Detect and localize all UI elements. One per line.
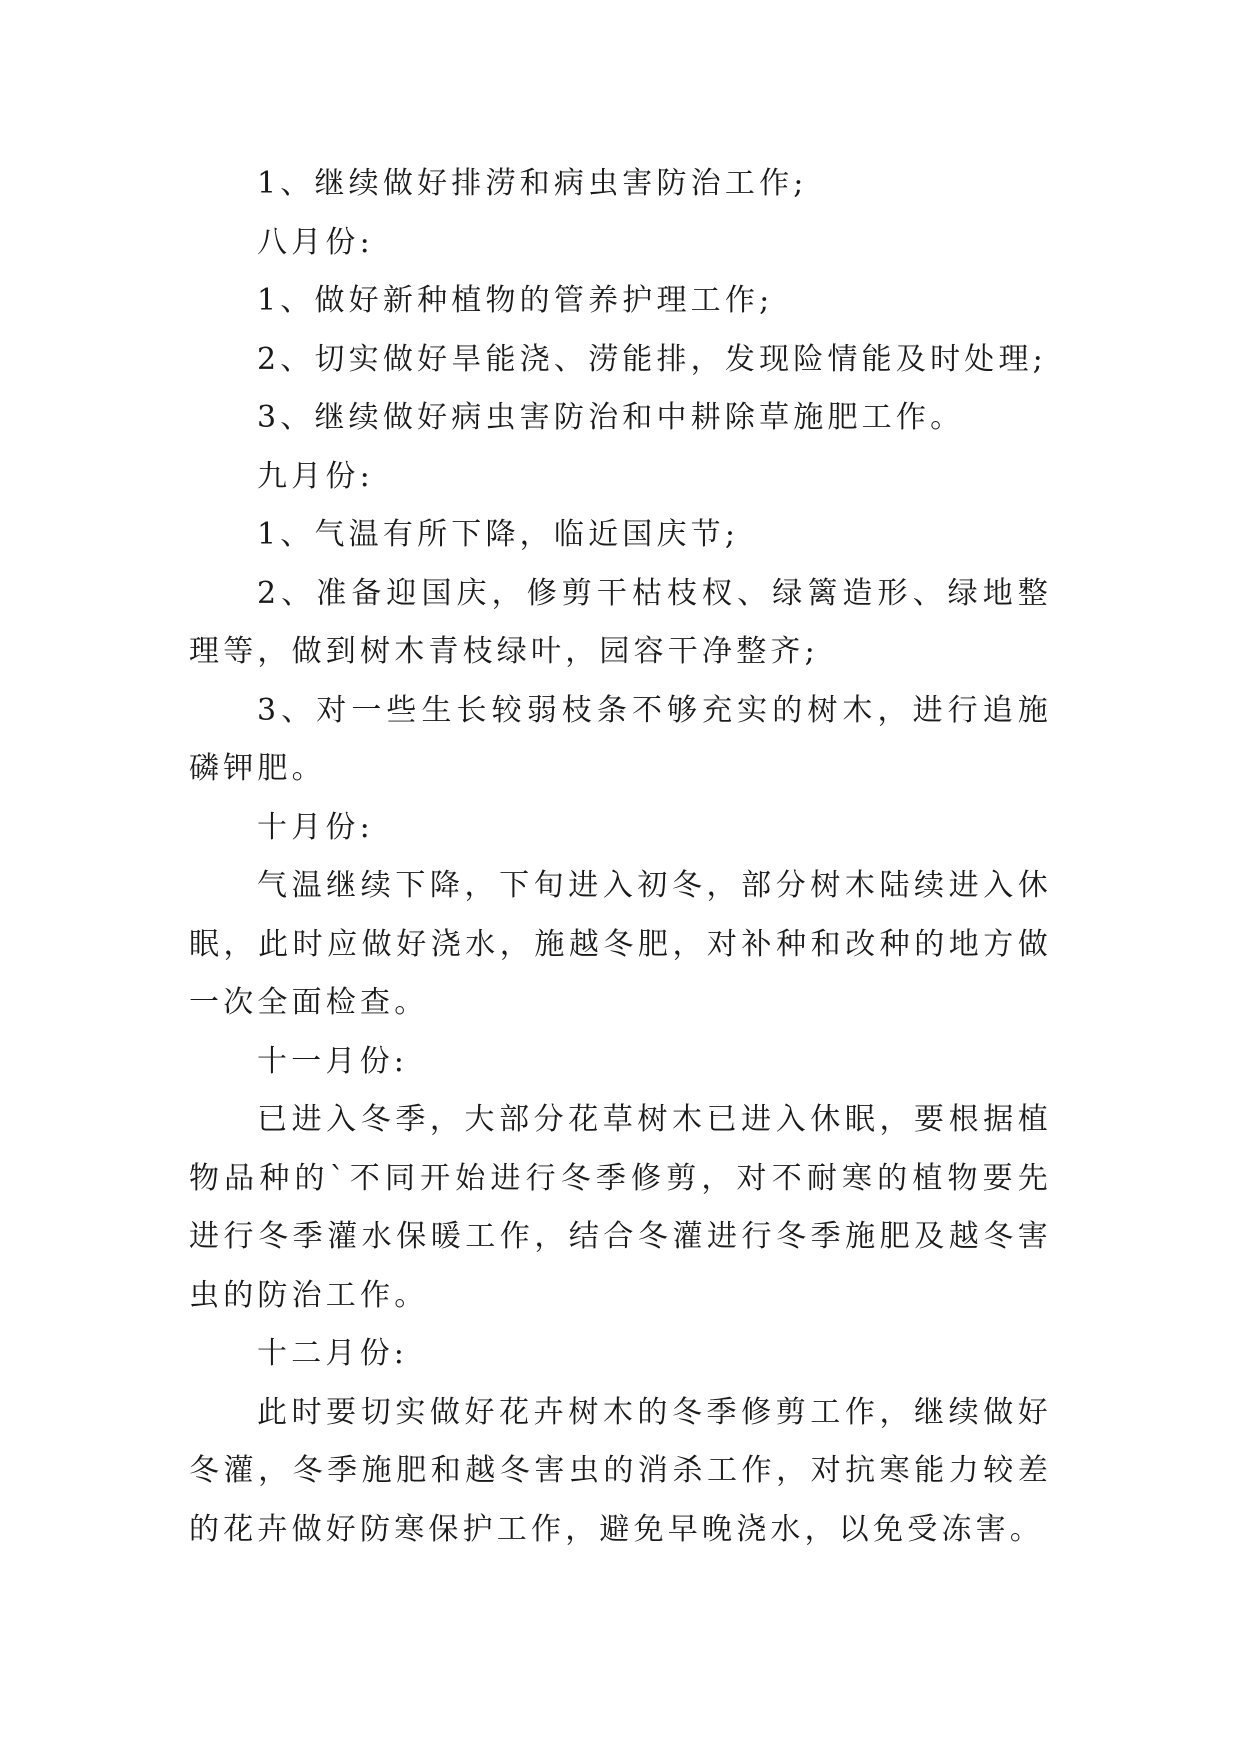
paragraph: 1、做好新种植物的管养护理工作; bbox=[257, 283, 774, 318]
section-heading-december: 十二月份: bbox=[257, 1336, 409, 1371]
paragraph: 1、继续做好排涝和病虫害防治工作; bbox=[257, 166, 808, 201]
paragraph: 3、继续做好病虫害防治和中耕除草施肥工作。 bbox=[257, 400, 965, 435]
document-body bbox=[189, 155, 1052, 1559]
paragraph: 已进入冬季，大部分花草树木已进入休眠，要根据植物品种的`不同开始进行冬季修剪，对不耐寒的植物要先进行冬季灌水保暖工作，结合冬灌进行冬季施肥及越冬害虫的防治工作。 bbox=[189, 1102, 1052, 1313]
paragraph: 2、准备迎国庆，修剪干枯枝杈、绿篱造形、绿地整理等，做到树木青枝绿叶，园容干净整齐; bbox=[189, 575, 1052, 669]
paragraph: 此时要切实做好花卉树木的冬季修剪工作，继续做好冬灌，冬季施肥和越冬害虫的消杀工作，对抗寒能力较差的花卉做好防寒保护工作，避免早晚浇水，以免受冻害。 bbox=[189, 1394, 1052, 1547]
section-heading-august: 八月份: bbox=[257, 224, 374, 260]
paragraph: 气温继续下降，下旬进入初冬，部分树木陆续进入休眠，此时应做好浇水，施越冬肥，对补种和改种的地方做一次全面检查。 bbox=[189, 868, 1052, 1020]
paragraph: 1、气温有所下降，临近国庆节; bbox=[257, 517, 740, 552]
section-heading-september: 九月份: bbox=[257, 458, 374, 494]
paragraph: 3、对一些生长较弱枝条不够充实的树木，进行追施磷钾肥。 bbox=[189, 692, 1052, 786]
section-heading-october: 十月份: bbox=[257, 809, 374, 845]
section-heading-november: 十一月份: bbox=[257, 1043, 409, 1079]
paragraph: 2、切实做好旱能浇、涝能排，发现险情能及时处理; bbox=[257, 341, 1047, 377]
